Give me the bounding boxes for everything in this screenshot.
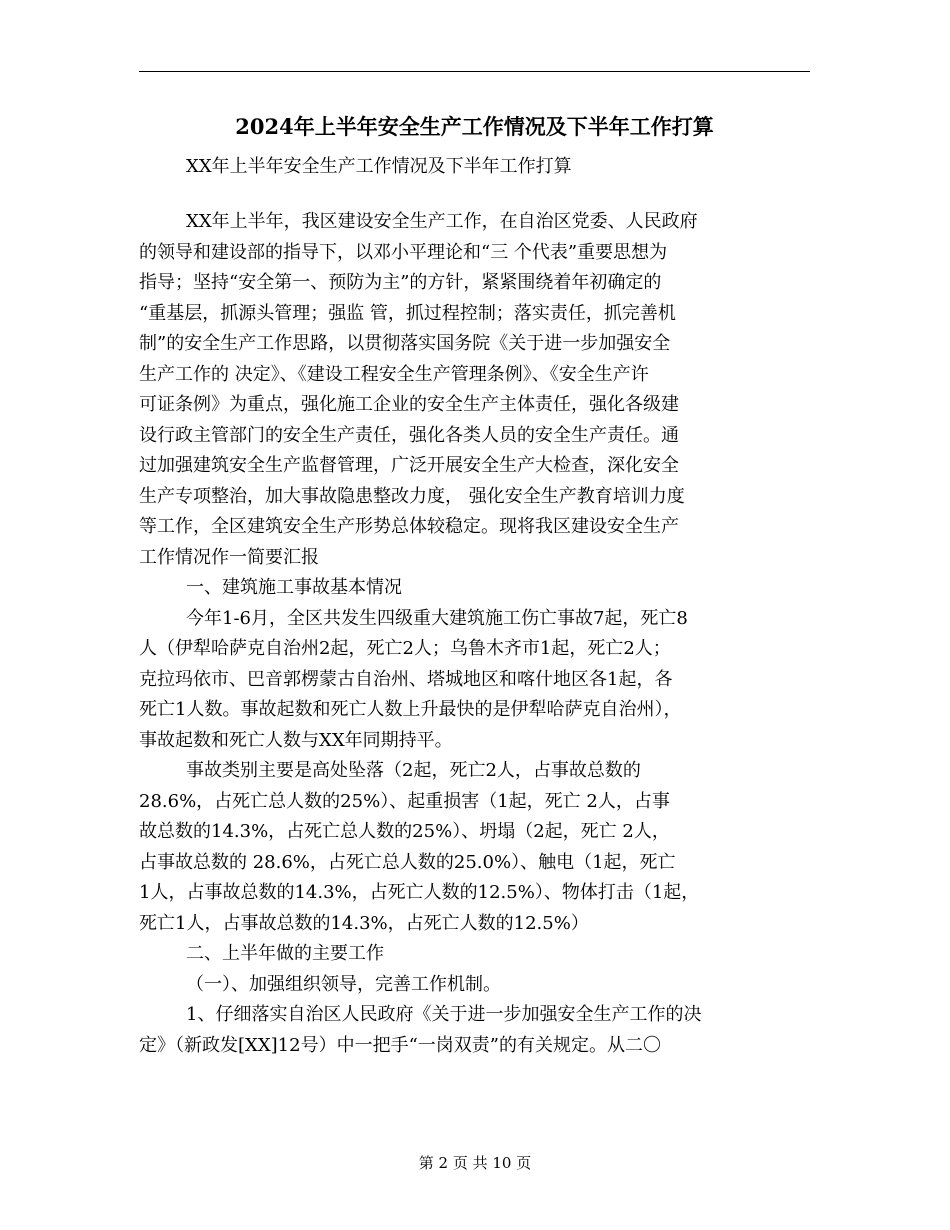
text-line: 故总数的14.3%，占死亡总人数的25%）、坍塌（2起，死亡 2人， <box>139 821 670 842</box>
header-rule <box>139 71 810 72</box>
document-title: 2024年上半年安全生产工作情况及下半年工作打算 <box>235 114 714 139</box>
text-line: 指导；坚持“安全第一、预防为主”的方针，紧紧围绕着年初确定的 <box>139 272 662 293</box>
text-line: 二、上半年做的主要工作 <box>186 943 384 964</box>
text-line: 事故起数和死亡人数与XX年同期持平。 <box>139 729 453 751</box>
document-subtitle: XX年上半年安全生产工作情况及下半年工作打算 <box>186 156 572 177</box>
text-line: 定》（新政发[XX]12号）中一把手“一岗双责”的有关规定。从二〇 <box>139 1034 661 1056</box>
text-line: 制”的安全生产工作思路，以贯彻落实国务院《关于进一步加强安全 <box>139 333 671 354</box>
text-line: XX年上半年，我区建设安全生产工作，在自治区党委、人民政府 <box>186 211 698 232</box>
text-line: 生产专项整治，加大事故隐患整改力度， 强化安全生产教育培训力度 <box>139 485 685 507</box>
page-footer: 第 2 页 共 10 页 <box>418 1154 532 1172</box>
text-line: 工作情况作一简要汇报 <box>139 546 319 568</box>
text-line: 死亡1人数。事故起数和死亡人数上升最快的是伊犁哈萨克自治州）， <box>139 699 682 720</box>
text-line: 可证条例》为重点，强化施工企业的安全生产主体责任，强化各级建 <box>139 394 679 415</box>
text-line: 今年1-6月，全区共发生四级重大建筑施工伤亡事故7起，死亡8 <box>186 607 688 629</box>
text-line: 生产工作的 决定》、《建设工程安全生产管理条例》、《安全生产许 <box>139 363 649 385</box>
text-line: 设行政主管部门的安全生产责任，强化各类人员的安全生产责任。通 <box>139 424 679 446</box>
text-line: 1、仔细落实自治区人民政府《关于进一步加强安全生产工作的决 <box>186 1004 702 1025</box>
text-line: （一）、加强组织领导，完善工作机制。 <box>186 973 501 995</box>
text-line: 占事故总数的 28.6%，占死亡总人数的25.0%）、触电（1起，死亡 <box>139 851 676 873</box>
text-line: 克拉玛依市、巴音郭楞蒙古自治州、塔城地区和喀什地区各1起，各 <box>139 668 673 690</box>
body-text <box>139 207 819 1061</box>
text-line: 死亡1人，占事故总数的14.3%，占死亡人数的12.5%） <box>139 912 589 934</box>
text-line: 1人，占事故总数的14.3%，占死亡人数的12.5%）、物体打击（1起， <box>139 882 700 903</box>
text-line: 人（伊犁哈萨克自治州2起，死亡2人；乌鲁木齐市1起，死亡2人； <box>139 638 671 659</box>
text-line: “重基层，抓源头管理；强监 管，抓过程控制；落实责任，抓完善机 <box>139 302 676 324</box>
text-line: 事故类别主要是高处坠落（2起，死亡2人，占事故总数的 <box>186 760 641 781</box>
text-line: 一、建筑施工事故基本情况 <box>186 577 402 598</box>
text-line: 28.6%，占死亡总人数的25%）、起重损害（1起，死亡 2人，占事 <box>139 790 670 812</box>
text-line: 的领导和建设部的指导下，以邓小平理论和“三 个代表”重要思想为 <box>139 241 668 263</box>
text-line: 过加强建筑安全生产监督管理，广泛开展安全生产大检查，深化安全 <box>139 455 679 476</box>
text-line: 等工作，全区建筑安全生产形势总体较稳定。现将我区建设安全生产 <box>139 516 679 537</box>
